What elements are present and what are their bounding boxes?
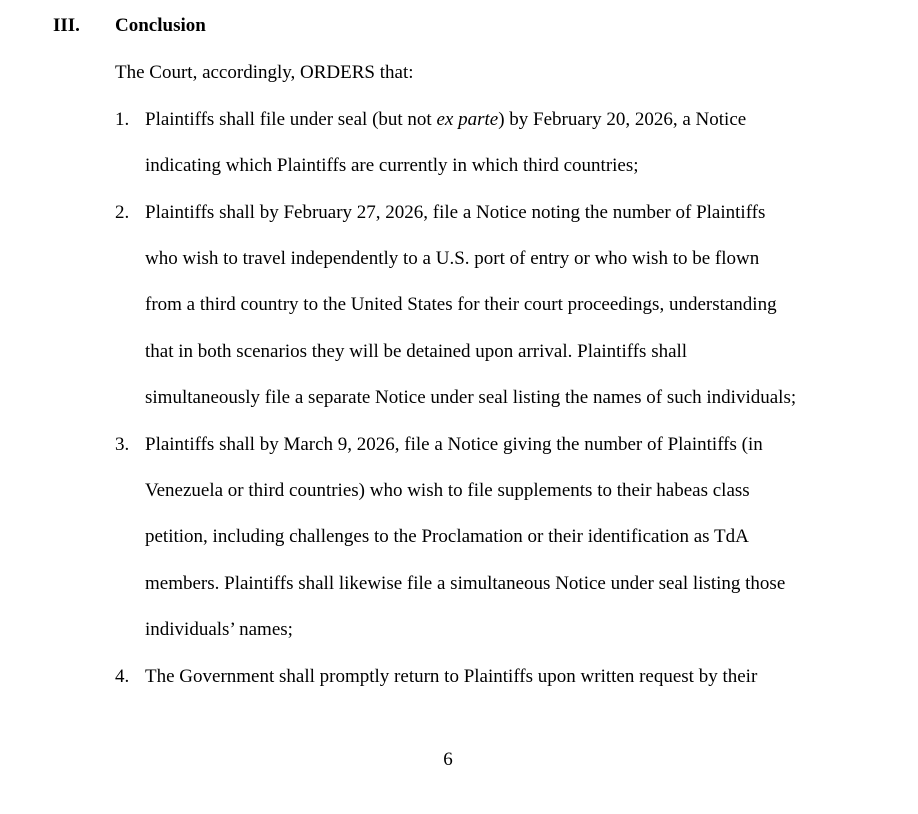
item-4-line-1: The Government shall promptly return to Plaintiffs upon written request by their: [145, 666, 758, 687]
section-number: III.: [53, 15, 80, 36]
item-2-marker: 2.: [115, 202, 130, 223]
item-2-line-1: Plaintiffs shall by February 27, 2026, file a Notice noting the number of Plaintiffs: [145, 202, 766, 223]
item-2-line-5: simultaneously file a separate Notice under seal listing the names of such individuals;: [145, 387, 797, 408]
item-3-marker: 3.: [115, 434, 130, 455]
item-3-line-1: Plaintiffs shall by March 9, 2026, file a Notice giving the number of Plaintiffs (in: [145, 434, 763, 455]
section-title: Conclusion: [115, 15, 206, 36]
item-4-marker: 4.: [115, 666, 130, 687]
item-3-line-4: members. Plaintiffs shall likewise file a simultaneous Notice under seal listing those: [145, 573, 786, 594]
item-2-line-2: who wish to travel independently to a U.S. port of entry or who wish to be flown: [145, 248, 760, 269]
text-run: Plaintiffs shall file under seal (but not: [145, 109, 437, 130]
italic-text: ex parte: [436, 109, 499, 130]
item-1-marker: 1.: [115, 109, 130, 130]
item-1-line-1: [145, 108, 746, 132]
item-1-line-2: indicating which Plaintiffs are currently in which third countries;: [145, 155, 639, 176]
item-3-line-3: petition, including challenges to the Proclamation or their identification as TdA: [145, 526, 749, 547]
item-2-line-4: that in both scenarios they will be detained upon arrival. Plaintiffs shall: [145, 341, 688, 362]
item-3-line-2: Venezuela or third countries) who wish to file supplements to their habeas class: [145, 480, 750, 501]
item-3-line-5: individuals’ names;: [145, 619, 293, 640]
page-number: 6: [443, 749, 453, 770]
order-intro: The Court, accordingly, ORDERS that:: [115, 62, 414, 83]
item-2-line-3: from a third country to the United States for their court proceedings, understanding: [145, 294, 777, 315]
text-run: ) by February 20, 2026, a Notice: [498, 109, 747, 130]
